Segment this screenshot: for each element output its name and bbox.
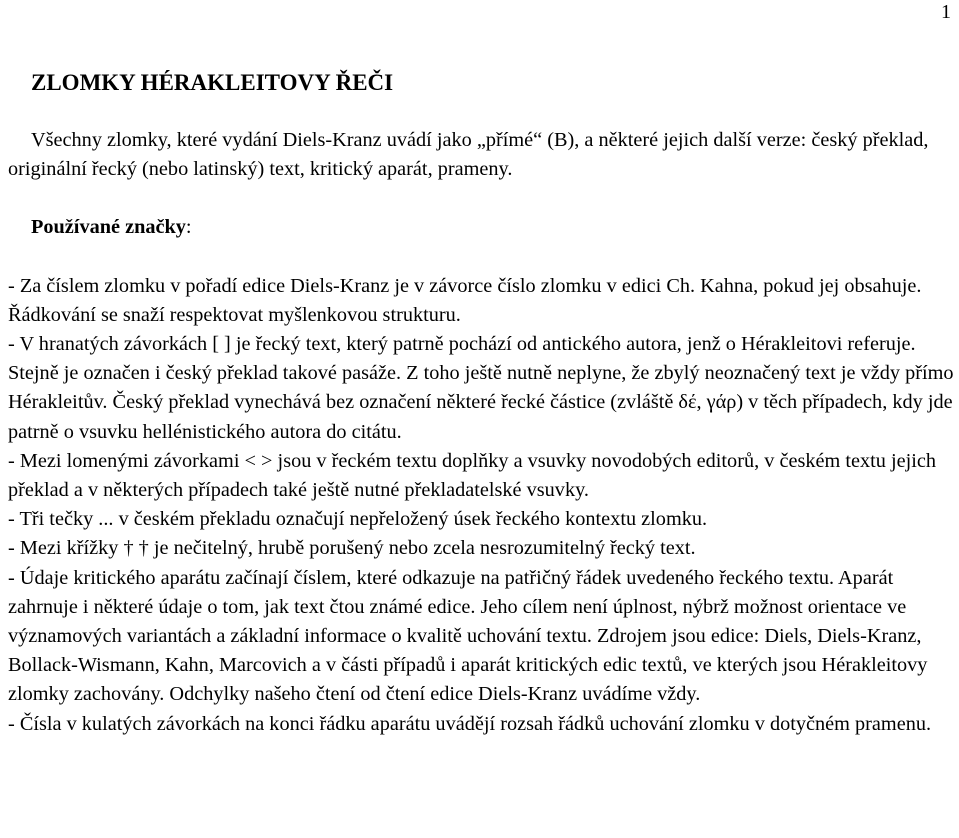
marks-heading (8, 213, 955, 242)
marks-heading-label: Používané značky (31, 216, 186, 239)
document-body (8, 126, 955, 739)
paragraph-gap (8, 243, 955, 272)
list-item: - Mezi křížky † † je nečitelný, hrubě porušený nebo zcela nesrozumitelný řecký text. (8, 537, 696, 560)
list-item: - V hranatých závorkách [ ] je řecký text, který patrně pochází od antického autora, jenž o Hérakleitovi referuje. Stejně je označen i český překlad takové pasáže. Z toho ještě nutně neplyne, že zbylý neoznačený text je vždy přímo Hérakleitův. Český překlad vynechává bez označení některé řecké částice (zvláště δέ, γάρ) v těch případech, kdy jde patrně o vsuvku hellénistického autora do citátu. (8, 333, 954, 443)
list-item: - Tři tečky ... v českém překladu označují nepřeložený úsek řeckého kontextu zlomku. (8, 508, 708, 531)
marks-heading-colon: : (185, 216, 192, 239)
paragraph-gap (8, 184, 955, 213)
list-item: - Údaje kritického aparátu začínají číslem, které odkazuje na patřičný řádek uvedeného řeckého textu. Aparát zahrnuje i některé údaje o tom, jak text čtou známé edice. Jeho cílem není úplnost, nýbrž možnost orientace ve významových variantách a základní informace o kvalitě uchování textu. Zdrojem jsou edice: Diels, Diels-Kranz, Bollack-Wismann, Kahn, Marcovich a v části případů i aparát kritických edic textů, ve kterých jsou Hérakleitovy zlomky zachovány. Odchylky našeho čtení od čtení edice Diels-Kranz uvádíme vždy. (8, 566, 928, 706)
intro-paragraph: Všechny zlomky, které vydání Diels-Kranz uvádí jako „přímé“ (B), a některé jejich další verze: český překlad, originální řecký (nebo latinský) text, kritický aparát, prameny. (8, 129, 929, 181)
list-item: - Za číslem zlomku v pořadí edice Diels-Kranz je v závorce číslo zlomku v edici Ch. Kahna, pokud jej obsahuje. Řádkování se snaží respektovat myšlenkovou strukturu. (8, 274, 922, 326)
list-item: - Mezi lomenými závorkami < > jsou v řeckém textu doplňky a vsuvky novodobých editorů, v českém textu jejich překlad a v některých případech také ještě nutné překladatelské vsuvky. (8, 449, 936, 502)
list-item: - Čísla v kulatých závorkách na konci řádku aparátu uvádějí rozsah řádků uchování zlomku v dotyčném pramenu. (8, 712, 932, 735)
page-number: 1 (941, 1, 951, 23)
document-title: ZLOMKY HÉRAKLEITOVY ŘEČI (31, 70, 394, 95)
